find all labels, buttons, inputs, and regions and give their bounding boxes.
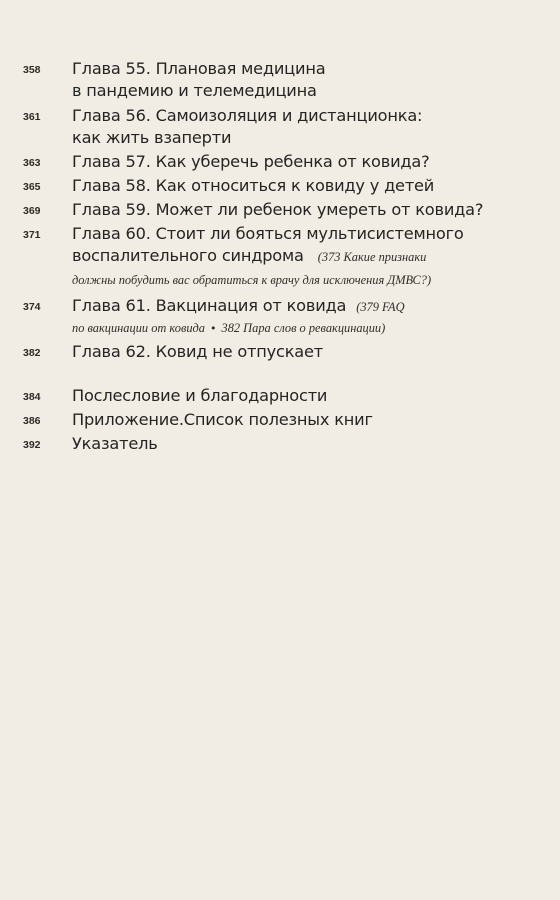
subsection-note: (373 Какие признаки bbox=[317, 250, 427, 264]
entry-title-line: Глава 55. Плановая медицина bbox=[72, 59, 326, 78]
page-number: 363 bbox=[23, 157, 41, 169]
subsection-note: (379 FAQ bbox=[356, 300, 405, 314]
entry-title-line: Указатель bbox=[72, 434, 158, 453]
entry-title-text: Глава 61. Вакцинация от ковида bbox=[72, 296, 347, 315]
page-number: 361 bbox=[23, 111, 41, 123]
entry-title-text: воспалительного синдрома bbox=[72, 246, 304, 265]
page-number: 365 bbox=[23, 181, 41, 193]
page-number: 384 bbox=[23, 391, 41, 403]
entry-title-line bbox=[72, 296, 405, 315]
entry-title-line bbox=[72, 246, 426, 265]
page-number: 371 bbox=[23, 229, 41, 241]
bullet-separator: • bbox=[210, 322, 217, 335]
page-number: 382 bbox=[23, 347, 41, 359]
entry-title-line: Приложение.Список полезных книг bbox=[72, 410, 373, 429]
page-number: 374 bbox=[23, 301, 41, 313]
page-number: 386 bbox=[23, 415, 41, 427]
page-number: 392 bbox=[23, 439, 41, 451]
entry-title-line: Глава 57. Как уберечь ребенка от ковида? bbox=[72, 152, 430, 171]
page-number: 369 bbox=[23, 205, 41, 217]
subsection-note: 382 Пара слов о ревакцинации) bbox=[221, 321, 386, 335]
page-number: 358 bbox=[23, 64, 41, 76]
subsection-note: должны побудить вас обратиться к врачу для исключения ДМВС?) bbox=[72, 273, 432, 287]
entry-title-line: как жить взаперти bbox=[72, 128, 232, 147]
entry-title-line: Глава 56. Самоизоляция и дистанционка: bbox=[72, 106, 423, 125]
entry-title-line: Глава 62. Ковид не отпускает bbox=[72, 342, 323, 361]
subsection-note-line bbox=[72, 321, 385, 336]
entry-title-line: Глава 60. Стоит ли бояться мультисистемного bbox=[72, 224, 464, 243]
entry-title-line: Глава 58. Как относиться к ковиду у детей bbox=[72, 176, 435, 195]
entry-title-line: Послесловие и благодарности bbox=[72, 386, 328, 405]
entry-title-line: Глава 59. Может ли ребенок умереть от ковида? bbox=[72, 200, 484, 219]
entry-title-line: в пандемию и телемедицина bbox=[72, 81, 317, 100]
subsection-note: по вакцинации от ковида bbox=[72, 321, 205, 335]
